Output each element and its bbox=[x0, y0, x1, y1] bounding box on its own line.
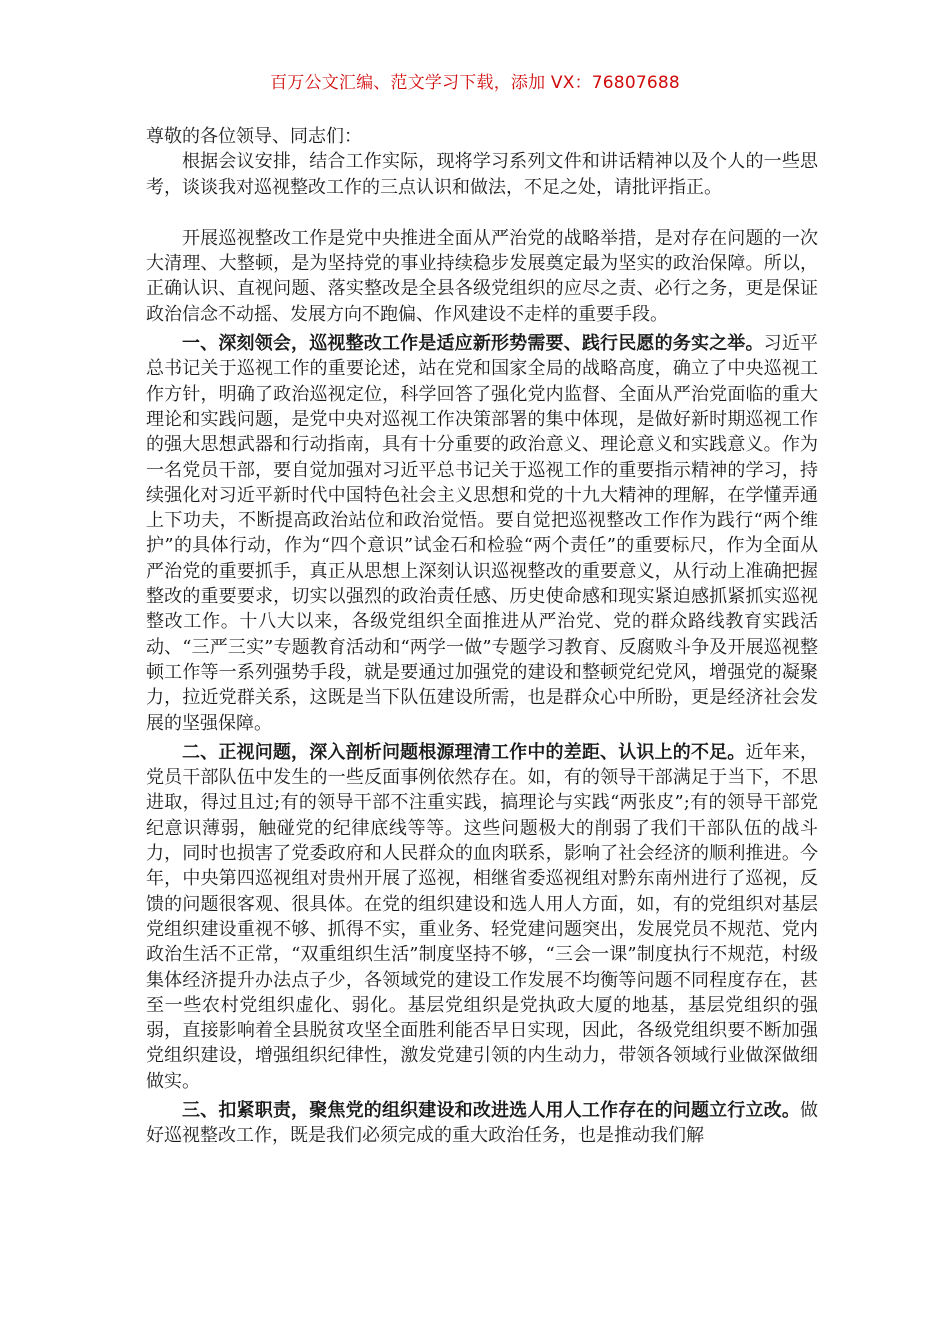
section-1-body: 习近平总书记关于巡视工作的重要论述，站在党和国家全局的战略高度，确立了中央巡视工作方针，明确了政治巡视定位，科学回答了强化党内监督、全面从严治党面临的重大理论和实践问题，是党中央对巡视工作决策部署的集中体现，是做好新时期巡视工作的强大思想武器和行动指南，具有十分重要的政治意义、理论意义和实践意义。作为一名党员干部，要自觉加强对习近平总书记关于巡视工作的重要指示精神的学习，持续强化对习近平新时代中国特色社会主义思想和党的十九大精神的理解，在学懂弄通上下功夫，不断提高政治站位和政治觉悟。要自觉把巡视整改工作作为践行“两个维护”的具体行动，作为“四个意识”试金石和检验“两个责任”的重要标尺，作为全面从严治党的重要抓手，真正从思想上深刻认识巡视整改的重要意义，从行动上准确把握整改的重要要求，切实以强烈的政治责任感、历史使命感和现实紧迫感抓紧抓实巡视整改工作。十八大以来，各级党组织全面推进从严治党、党的群众路线教育实践活动、“三严三实”专题教育活动和“两学一做”专题学习教育、反腐败斗争及开展巡视整顿工作等一系列强势手段，就是要通过加强党的建设和整顿党纪党风，增强党的凝聚力，拉近党群关系，这既是当下队伍建设所需，也是群众心中所盼，更是经济社会发展的坚强保障。 bbox=[146, 333, 819, 734]
intro-paragraph: 根据会议安排，结合工作实际，现将学习系列文件和讲话精神以及个人的一些思考，谈谈我对巡视整改工作的三点认识和做法，不足之处，请批评指正。 bbox=[146, 151, 818, 198]
overview-paragraph: 开展巡视整改工作是党中央推进全面从严治党的战略举措，是对存在问题的一次大清理、大整顿，是为坚持党的事业持续稳步发展奠定最为坚实的政治保障。所以，正确认识、直视问题、落实整改是全县各级党组织的应尽之责、必行之务，更是保证政治信念不动摇、发展方向不跑偏、作风建设不走样的重要手段。 bbox=[146, 227, 818, 325]
section-2-body: 近年来，党员干部队伍中发生的一些反面事例依然存在。如，有的领导干部满足于当下，不思进取，得过且过;有的领导干部不注重实践，搞理论与实践“两张皮”;有的领导干部党纪意识薄弱，触碰党的纪律底线等等。这些问题极大的削弱了我们干部队伍的战斗力，同时也损害了党委政府和人民群众的血肉联系，影响了社会经济的顺利推进。今年，中央第四巡视组对贵州开展了巡视，相继省委巡视组对黔东南州进行了巡视，反馈的问题很客观、很具体。在党的组织建设和选人用人方面，如，有的党组织对基层党组织建设重视不够、抓得不实，重业务、轻党建问题突出，发展党员不规范、党内政治生活不正常，“双重组织生活”制度坚持不够，“三会一课”制度执行不规范，村级集体经济提升办法点子少，各领域党的建设工作发展不均衡等问题不同程度存在，甚至一些农村党组织虚化、弱化。基层党组织是党执政大厦的地基，基层党组织的强弱，直接影响着全县脱贫攻坚全面胜利能否早日实现，因此，各级党组织要不断加强党组织建设，增强组织纪律性，激发党建引领的内生动力，带领各领域行业做深做细做实。 bbox=[146, 741, 818, 1092]
section-1-paragraph bbox=[146, 331, 818, 736]
section-1-heading: 一、深刻领会，巡视整改工作是适应新形势需要、践行民愿的务实之举。 bbox=[182, 333, 764, 355]
watermark-header: 百万公文汇编、范文学习下载，添加 VX：76807688 bbox=[270, 73, 680, 93]
section-3-heading: 三、扣紧职责，聚焦党的组织建设和改进选人用人工作存在的问题立行立改。 bbox=[182, 1099, 800, 1121]
section-3-body: 做好巡视整改工作，既是我们必须完成的重大政治任务，也是推动我们解 bbox=[146, 1099, 818, 1147]
section-3-paragraph bbox=[146, 1098, 818, 1149]
salutation: 尊敬的各位领导、同志们： bbox=[146, 126, 362, 147]
section-2-paragraph bbox=[146, 740, 818, 1094]
document-body bbox=[146, 124, 818, 1149]
section-2-heading: 二、正视问题，深入剖析问题根源理清工作中的差距、认识上的不足。 bbox=[182, 741, 746, 763]
